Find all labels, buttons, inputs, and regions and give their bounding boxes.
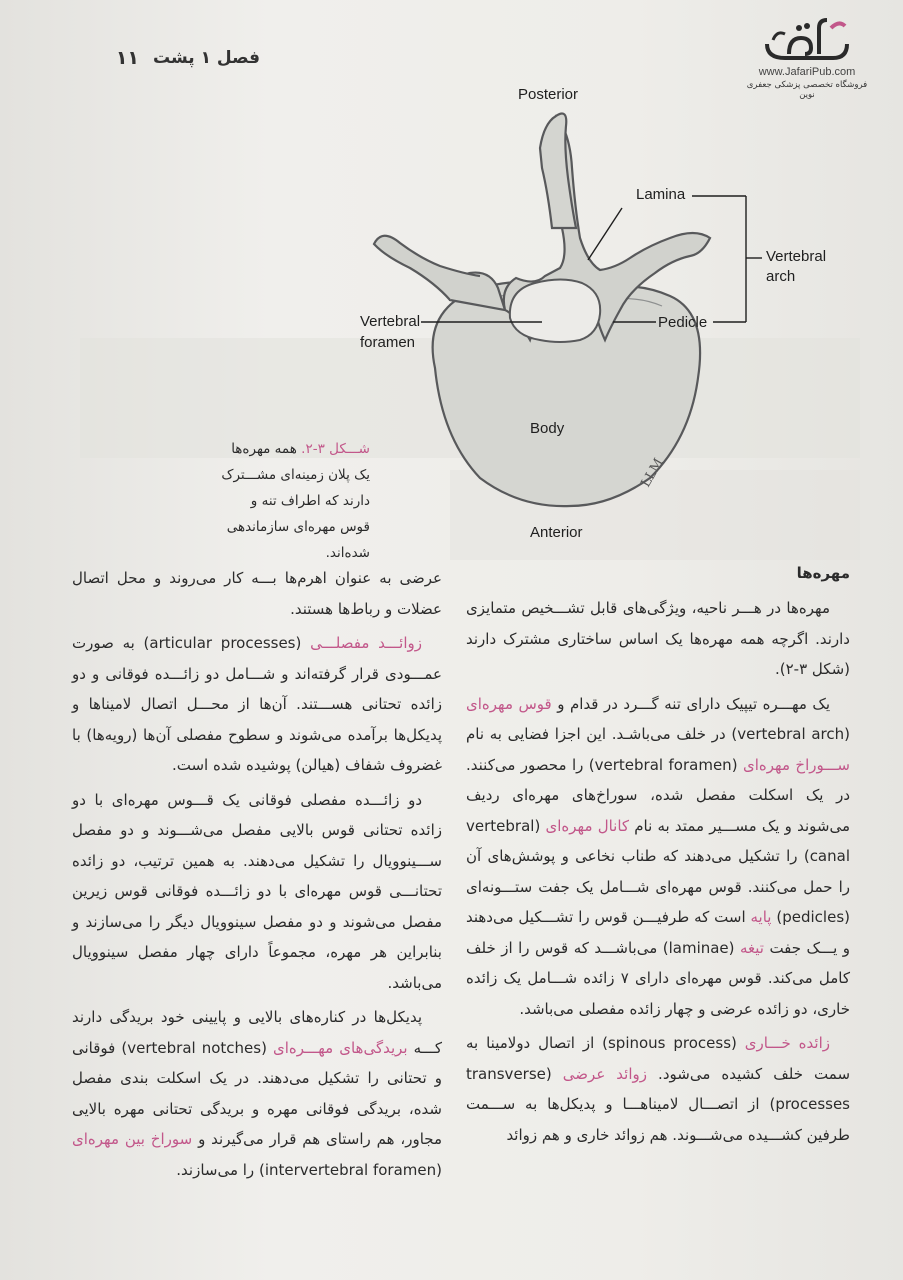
label-posterior: Posterior: [518, 86, 579, 103]
text-run: (laminae) می‌باشـــد که قوس را از خلف کامل می‌کند. قوس مهره‌ای دارای ۷ زائده شـــامل یک زائده خاری، دو زائده عرضی و چهار زائده مفصلی می‌باشد.: [466, 938, 851, 1018]
illustrator-signature: LLM: [638, 456, 667, 490]
page-number: ۱۱: [115, 47, 140, 69]
left-column: [72, 563, 442, 1185]
paragraph: [466, 593, 850, 685]
paragraph-text: مهره‌ها در هـــر ناحیه، ویژگی‌های قابل تشـــخیص متمایزی دارند. اگرچه همه مهره‌ها یک اساس ساختاری مشترک دارند (شکل ۳-۲).: [466, 599, 850, 678]
text-run: (vertebral notches) فوقانی و تحتانی را تشکیل می‌دهند. در یک اسکلت بندی مفصل شده، بریدگی فوقانی مهره و بریدگی تحتانی مهره بالایی مجاور، هم راستای هم قرار می‌گیرند و: [72, 1038, 442, 1148]
chapter-title: فصل ۱ پشت: [153, 48, 260, 68]
label-vertebral-arch-line1: Vertebral: [766, 248, 827, 265]
label-body: Body: [530, 420, 565, 437]
paragraph-text: عرضی به عنوان اهرم‌ها بـــه کار می‌روند و محل اتصال عضلات و رباط‌ها هستند.: [72, 569, 442, 618]
text-run: (intervertebral foramen) را می‌سازند.: [176, 1160, 442, 1179]
text-run: یک مهـــره تیپیک دارای تنه گـــرد در قدام و: [551, 694, 830, 713]
label-pedicle: Pedicle: [658, 314, 708, 331]
paragraph: [72, 785, 442, 999]
figure-caption: [220, 436, 370, 566]
paragraph: [72, 628, 442, 781]
text-run: است که طرفیـــن قوس را تشـــکیل می‌دهند و یـــک جفت: [466, 908, 851, 957]
paragraph: [72, 563, 442, 624]
vertebra-figure: [330, 78, 850, 548]
term-articular-processes: زوائـــد مفصلـــی: [310, 634, 422, 652]
publisher-url: www.JafariPub.com: [758, 66, 856, 78]
text-run: (vertebral foramen) را محصور می‌کنند. در یک اسکلت مفصل شده، سوراخ‌های مهره‌ای ردیف می‌شوند و یک مســـیر ممتد به نام: [466, 755, 850, 835]
term-vertebral-notches: بریدگی‌های مهـــره‌ای: [273, 1038, 408, 1057]
vertebral-foramen-shape: [510, 280, 600, 343]
caption-label: شـــکل ۳-۲.: [301, 441, 370, 457]
term-vertebral-canal: کانال مهره‌ای: [545, 816, 630, 835]
text-run: پدیکل‌ها در کناره‌های بالایی و پایینی خود بریدگی دارند کـــه: [72, 1008, 443, 1057]
text-run: (vertebral arch) در خلف می‌باشـد. این اجزا فضایی به نام: [466, 725, 850, 743]
term-pedicle: پایه: [750, 908, 772, 926]
text-run: (vertebral canal) را تشکیل می‌دهند که طناب نخاعی و پوشش‌های آن را حمل می‌کنند. قوس مهره‌ای شـــامل یک جفت ستـــونه‌ای (pedicles): [466, 816, 850, 926]
term-intervertebral-foramen: سوراخ بین مهره‌ای: [72, 1130, 193, 1148]
paragraph-text: دو زائـــده مفصلی فوقانی یک قـــوس مهره‌ای با دو زائده تحتانی قوس بالایی مفصل می‌شـــوند و دو مفصل ســـینوویال را تشکیل می‌دهند. به همین ترتیب، دو زائده تحتانـــی قوس مهره‌ای با دو زائـــده فوقانی قوس زیرین مفصل می‌شوند و دو مفصل سینوویال دیگر را می‌سازند و بنابراین هر مهره، مجموعاً دارای چهار مفصل سینوویال می‌باشد.: [72, 790, 442, 992]
paragraph: [72, 1002, 442, 1185]
term-spinous-process: زائده خـــاری: [744, 1034, 830, 1052]
right-column: [466, 593, 850, 1150]
term-vertebral-arch: قوس مهره‌ای: [466, 694, 552, 713]
label-vertebral-foramen-line2: foramen: [360, 334, 416, 351]
running-header: [80, 38, 260, 78]
text-run: (transverse processes) از اتصـــال لامیناهـــا و پدیکل‌ها به ســـمت طرفین کشـــیده می‌شـــوند. هم زوائد خاری و هم زوائد: [466, 1064, 850, 1144]
term-lamina: تیغه: [740, 938, 764, 957]
caption-text: همه مهره‌ها یک پلان زمینه‌ای مشـــترک دارند که اطراف تنه و قوس مهره‌ای سازماندهی شده‌اند.: [221, 441, 370, 561]
term-vertebral-foramen: ســـوراخ مهره‌ای: [742, 755, 851, 774]
term-transverse-processes: زوائد عرضی: [562, 1064, 648, 1083]
jafari-logo-icon: [761, 14, 853, 64]
text-run: (articular processes) به صورت عمـــودی قرار گرفته‌اند و شـــامل دو زائـــده فوقانی و دو زائده تحتانی هســـتند. آن‌ها از محـــل اتصال لامیناها و پدیکل‌ها برآمده می‌شوند و سطوح مفصلی آن‌ها (رویه‌ها) با غضروف شفاف (هیالن) پوشیده شده است.: [72, 634, 442, 774]
label-vertebral-arch-line2: arch: [766, 268, 796, 285]
paragraph: [466, 1028, 850, 1150]
paragraph: [466, 689, 850, 1025]
label-vertebral-foramen-line1: Vertebral: [360, 313, 421, 330]
text-run: (spinous process) از اتصال دولامینا به سمت خلف کشیده می‌شود.: [466, 1034, 851, 1083]
label-lamina: Lamina: [636, 186, 686, 203]
section-heading: مهره‌ها: [796, 564, 850, 582]
label-anterior: Anterior: [530, 524, 583, 541]
publisher-name: فروشگاه تخصصی پزشکی جعفری نوین: [746, 80, 868, 100]
